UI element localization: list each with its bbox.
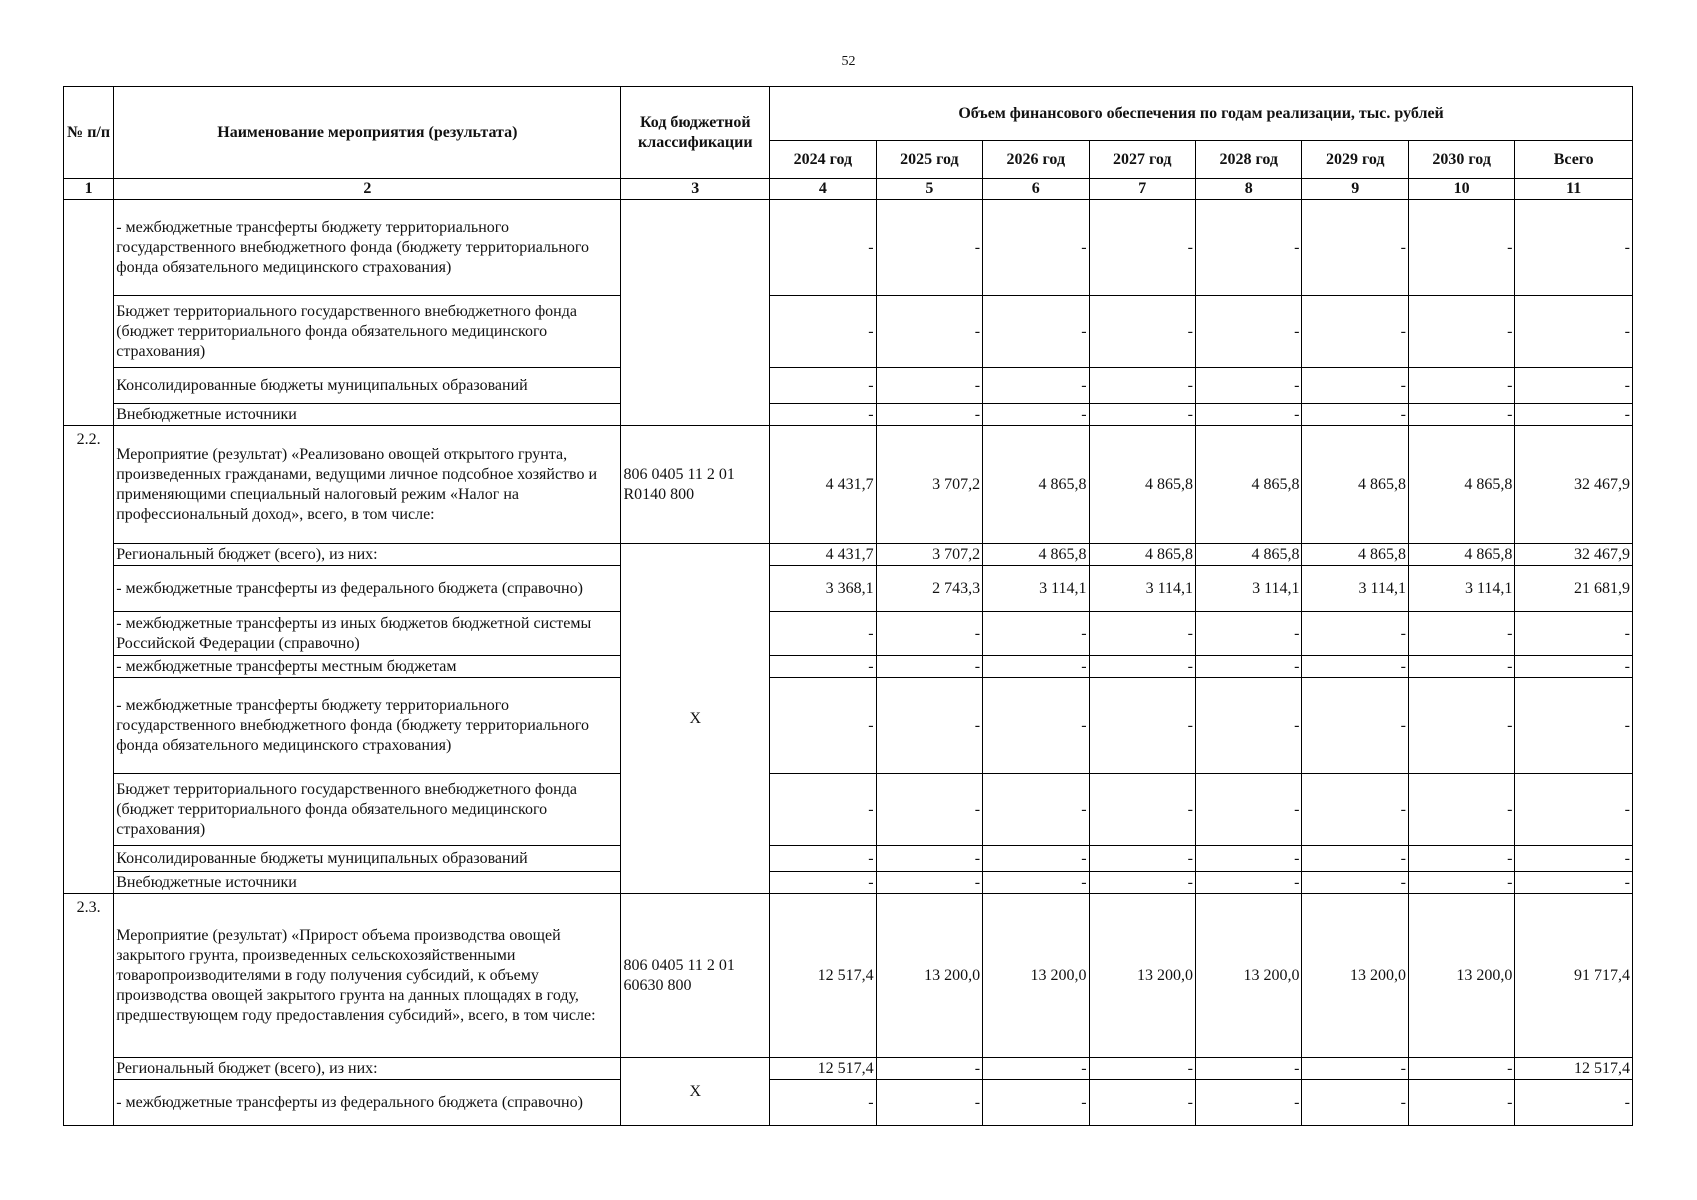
value-cell: 3 707,2 (876, 426, 982, 544)
value-cell: - (1302, 656, 1408, 678)
table-row (64, 1080, 1633, 1126)
value-cell: - (1196, 774, 1302, 846)
value-cell: - (1408, 296, 1514, 368)
value-cell: 4 865,8 (1302, 544, 1408, 566)
value-cell: - (1408, 1080, 1514, 1126)
value-cell: - (770, 404, 876, 426)
value-cell: - (1089, 678, 1195, 774)
value-cell: 91 717,4 (1515, 894, 1633, 1058)
value-cell: - (1408, 200, 1514, 296)
value-cell: - (983, 774, 1089, 846)
value-cell: 3 114,1 (1408, 566, 1514, 612)
row-name: - межбюджетные трансферты бюджету территориального государственного внебюджетного фонда (бюджету территориального фонда обязательного медицинского страхования) (114, 200, 621, 296)
value-cell: - (1302, 368, 1408, 404)
row-name: Бюджет территориального государственного внебюджетного фонда (бюджет территориального фонда обязательного медицинского страхования) (114, 774, 621, 846)
value-cell: - (1089, 1058, 1195, 1080)
value-cell: - (770, 1080, 876, 1126)
code-x: X (621, 1058, 770, 1126)
table-row (64, 200, 1633, 296)
value-cell: 13 200,0 (1089, 894, 1195, 1058)
value-cell: 3 114,1 (983, 566, 1089, 612)
value-cell: - (1089, 200, 1195, 296)
value-cell: - (1515, 404, 1633, 426)
value-cell: - (1089, 774, 1195, 846)
value-cell: - (1302, 1080, 1408, 1126)
value-cell: - (1408, 368, 1514, 404)
value-cell: - (983, 656, 1089, 678)
value-cell: 3 114,1 (1196, 566, 1302, 612)
value-cell: 13 200,0 (983, 894, 1089, 1058)
row-name: Региональный бюджет (всего), из них: (114, 1058, 621, 1080)
value-cell: 4 865,8 (1408, 544, 1514, 566)
value-cell: - (1515, 612, 1633, 656)
index-cell: 11 (1515, 179, 1633, 200)
financing-table (63, 86, 1633, 1126)
table-row (64, 612, 1633, 656)
index-cell: 2 (114, 179, 621, 200)
value-cell: - (1515, 368, 1633, 404)
header-year: 2027 год (1089, 141, 1195, 179)
value-cell: - (770, 872, 876, 894)
measure-number: 2.3. (64, 894, 114, 1126)
index-cell: 5 (876, 179, 982, 200)
index-cell: 7 (1089, 179, 1195, 200)
value-cell: - (983, 612, 1089, 656)
row-name: - межбюджетные трансферты из федерального бюджета (справочно) (114, 1080, 621, 1126)
value-cell: 4 865,8 (1408, 426, 1514, 544)
header-year: 2030 год (1408, 141, 1514, 179)
value-cell: - (1089, 296, 1195, 368)
value-cell: - (1408, 872, 1514, 894)
value-cell: - (983, 1058, 1089, 1080)
table-row (64, 846, 1633, 872)
value-cell: - (983, 678, 1089, 774)
value-cell: 13 200,0 (1196, 894, 1302, 1058)
index-cell: 1 (64, 179, 114, 200)
value-cell: - (1089, 404, 1195, 426)
value-cell: - (1302, 774, 1408, 846)
table-row (64, 678, 1633, 774)
value-cell: 32 467,9 (1515, 426, 1633, 544)
value-cell: - (770, 612, 876, 656)
row-name: Внебюджетные источники (114, 404, 621, 426)
header-total: Всего (1515, 141, 1633, 179)
row-name: - межбюджетные трансферты из иных бюджетов бюджетной системы Российской Федерации (справочно) (114, 612, 621, 656)
value-cell: 4 431,7 (770, 544, 876, 566)
budget-code: 806 0405 11 2 01 60630 800 (621, 894, 770, 1058)
value-cell: - (1515, 872, 1633, 894)
value-cell: - (876, 774, 982, 846)
value-cell: - (1515, 296, 1633, 368)
value-cell: 4 865,8 (1196, 426, 1302, 544)
value-cell: - (1302, 296, 1408, 368)
value-cell: 21 681,9 (1515, 566, 1633, 612)
value-cell: - (1408, 774, 1514, 846)
value-cell: - (1196, 612, 1302, 656)
value-cell: - (1302, 200, 1408, 296)
value-cell: 4 865,8 (1302, 426, 1408, 544)
value-cell: - (770, 846, 876, 872)
value-cell: - (770, 368, 876, 404)
value-cell: 4 865,8 (1196, 544, 1302, 566)
value-cell: - (1196, 368, 1302, 404)
value-cell: - (1302, 872, 1408, 894)
row-name: Внебюджетные источники (114, 872, 621, 894)
value-cell: - (876, 1080, 982, 1126)
value-cell: - (983, 368, 1089, 404)
value-cell: - (1302, 612, 1408, 656)
budget-code: 806 0405 11 2 01 R0140 800 (621, 426, 770, 544)
header-num: № п/п (64, 87, 114, 179)
measure-name: Мероприятие (результат) «Реализовано овощей открытого грунта, произведенных гражданами, ведущими личное подсобное хозяйство и применяющими специальный налоговый режим «Налог на профессиональный доход», всего, в том числе: (114, 426, 621, 544)
value-cell: 32 467,9 (1515, 544, 1633, 566)
value-cell: - (1302, 678, 1408, 774)
value-cell: 3 114,1 (1089, 566, 1195, 612)
header-year: 2025 год (876, 141, 982, 179)
value-cell: - (1408, 678, 1514, 774)
value-cell: - (1089, 1080, 1195, 1126)
value-cell: - (876, 846, 982, 872)
value-cell: - (1408, 1058, 1514, 1080)
header-year: 2029 год (1302, 141, 1408, 179)
value-cell: 3 707,2 (876, 544, 982, 566)
value-cell: - (983, 846, 1089, 872)
num-cell (64, 200, 114, 426)
value-cell: 13 200,0 (1408, 894, 1514, 1058)
measure-name: Мероприятие (результат) «Прирост объема производства овощей закрытого грунта, произведенных сельскохозяйственными товаропроизводителями в году получения субсидий, к объему производства овощей закрытого грунта на данных площадях в году, предшествующем году предоставления субсидий», всего, в том числе: (114, 894, 621, 1058)
table-row (64, 544, 1633, 566)
value-cell: - (1515, 678, 1633, 774)
header-name: Наименование мероприятия (результата) (114, 87, 621, 179)
value-cell: - (1196, 296, 1302, 368)
table-row (64, 296, 1633, 368)
value-cell: 13 200,0 (876, 894, 982, 1058)
table-row (64, 872, 1633, 894)
table-row (64, 774, 1633, 846)
value-cell: 3 114,1 (1302, 566, 1408, 612)
table-row (64, 404, 1633, 426)
value-cell: - (770, 656, 876, 678)
row-name: Региональный бюджет (всего), из них: (114, 544, 621, 566)
index-cell: 8 (1196, 179, 1302, 200)
value-cell: - (1196, 872, 1302, 894)
index-cell: 9 (1302, 179, 1408, 200)
value-cell: - (1302, 846, 1408, 872)
value-cell: - (1408, 656, 1514, 678)
header-year: 2028 год (1196, 141, 1302, 179)
row-name: - межбюджетные трансферты из федерального бюджета (справочно) (114, 566, 621, 612)
table-row-measure (64, 894, 1633, 1058)
index-cell: 6 (983, 179, 1089, 200)
value-cell: 12 517,4 (770, 894, 876, 1058)
table-row (64, 566, 1633, 612)
value-cell: - (876, 296, 982, 368)
value-cell: - (983, 1080, 1089, 1126)
value-cell: - (983, 200, 1089, 296)
value-cell: - (1089, 368, 1195, 404)
value-cell: 4 865,8 (983, 426, 1089, 544)
row-name: Консолидированные бюджеты муниципальных образований (114, 846, 621, 872)
value-cell: - (876, 368, 982, 404)
value-cell: - (770, 296, 876, 368)
index-cell: 3 (621, 179, 770, 200)
value-cell: - (876, 612, 982, 656)
value-cell: - (1515, 200, 1633, 296)
value-cell: - (876, 656, 982, 678)
table-row (64, 1058, 1633, 1080)
value-cell: 4 865,8 (983, 544, 1089, 566)
value-cell: 4 865,8 (1089, 426, 1195, 544)
code-x: X (621, 544, 770, 894)
value-cell: - (983, 404, 1089, 426)
value-cell: - (1089, 612, 1195, 656)
value-cell: - (876, 404, 982, 426)
page-number: 52 (841, 54, 856, 69)
value-cell: - (1196, 404, 1302, 426)
value-cell: - (1408, 612, 1514, 656)
value-cell: - (876, 678, 982, 774)
value-cell: - (1515, 656, 1633, 678)
value-cell: - (1089, 872, 1195, 894)
value-cell: - (1408, 404, 1514, 426)
measure-number: 2.2. (64, 426, 114, 894)
row-name: Консолидированные бюджеты муниципальных образований (114, 368, 621, 404)
value-cell: - (1515, 1080, 1633, 1126)
header-year: 2026 год (983, 141, 1089, 179)
value-cell: 13 200,0 (1302, 894, 1408, 1058)
value-cell: - (876, 1058, 982, 1080)
index-cell: 4 (770, 179, 876, 200)
value-cell: - (1196, 1080, 1302, 1126)
value-cell: - (1089, 656, 1195, 678)
value-cell: - (876, 872, 982, 894)
value-cell: 12 517,4 (1515, 1058, 1633, 1080)
table-row-measure (64, 426, 1633, 544)
value-cell: - (983, 872, 1089, 894)
value-cell: - (770, 774, 876, 846)
table-row (64, 368, 1633, 404)
header-year: 2024 год (770, 141, 876, 179)
value-cell: - (1196, 1058, 1302, 1080)
row-name: Бюджет территориального государственного внебюджетного фонда (бюджет территориального фонда обязательного медицинского страхования) (114, 296, 621, 368)
value-cell: - (1196, 678, 1302, 774)
value-cell: - (770, 200, 876, 296)
value-cell: - (876, 200, 982, 296)
header-code: Код бюджетной классификации (621, 87, 770, 179)
value-cell: 12 517,4 (770, 1058, 876, 1080)
value-cell: 2 743,3 (876, 566, 982, 612)
value-cell: - (1196, 200, 1302, 296)
value-cell: - (1302, 1058, 1408, 1080)
index-cell: 10 (1408, 179, 1514, 200)
value-cell: - (1515, 774, 1633, 846)
value-cell: - (1196, 846, 1302, 872)
value-cell: - (1089, 846, 1195, 872)
header-volume: Объем финансового обеспечения по годам реализации, тыс. рублей (770, 87, 1633, 141)
value-cell: 4 431,7 (770, 426, 876, 544)
row-name: - межбюджетные трансферты бюджету территориального государственного внебюджетного фонда (бюджету территориального фонда обязательного медицинского страхования) (114, 678, 621, 774)
value-cell: 3 368,1 (770, 566, 876, 612)
table-row (64, 656, 1633, 678)
code-cell (621, 200, 770, 426)
value-cell: 4 865,8 (1089, 544, 1195, 566)
value-cell: - (1196, 656, 1302, 678)
value-cell: - (983, 296, 1089, 368)
value-cell: - (770, 678, 876, 774)
value-cell: - (1515, 846, 1633, 872)
value-cell: - (1302, 404, 1408, 426)
value-cell: - (1408, 846, 1514, 872)
row-name: - межбюджетные трансферты местным бюджетам (114, 656, 621, 678)
